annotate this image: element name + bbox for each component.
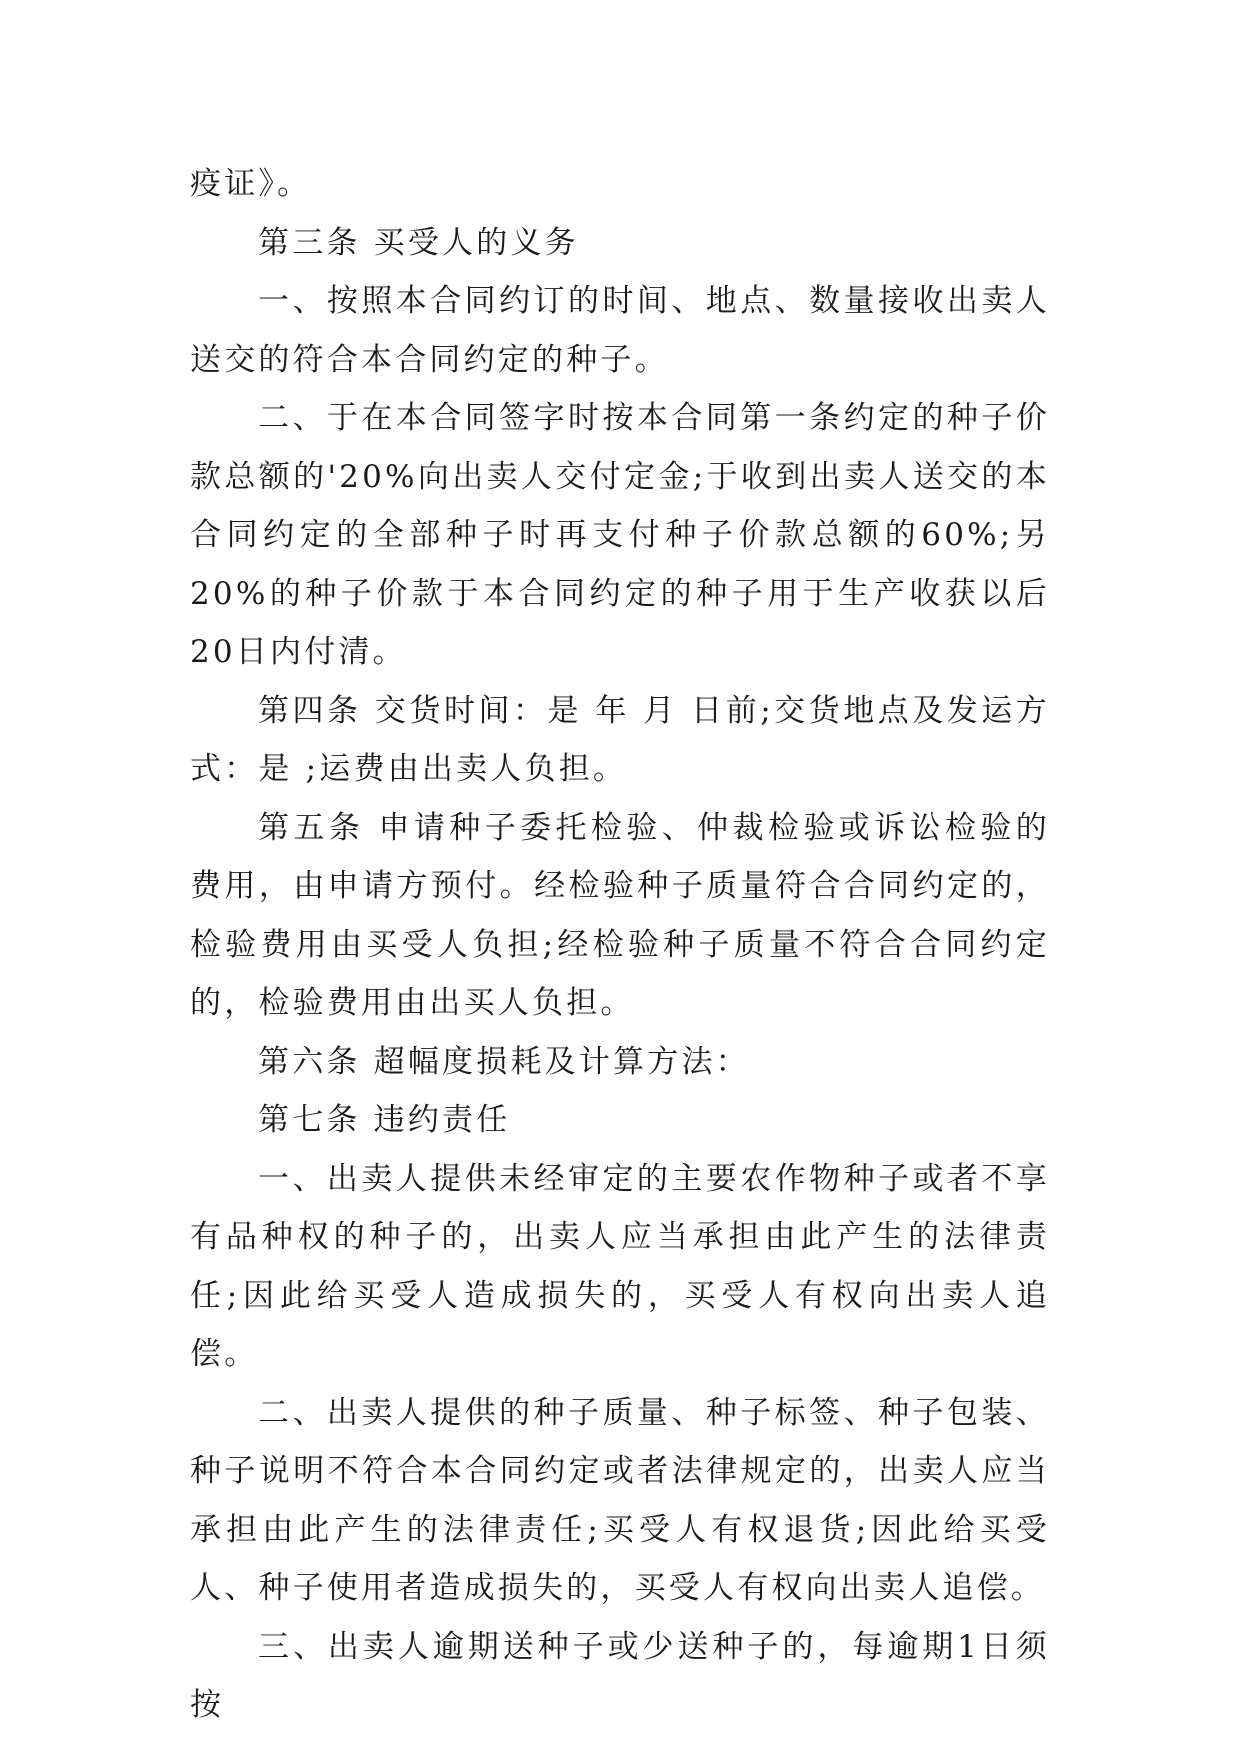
article-7-heading: 第七条 违约责任 xyxy=(258,1102,511,1138)
document-body xyxy=(190,155,1050,1735)
paragraph-continuation: 疫证》。 xyxy=(190,166,312,202)
article-5: 第五条 申请种子委托检验、仲裁检验或诉讼检验的费用，由申请方预付。经检验种子质量符合合同约定的，检验费用由买受人负担;经检验种子质量不符合合同约定的，检验费用由出买人负担。 xyxy=(190,809,1050,1021)
article-7-clause-3: 三、出卖人逾期送种子或少送种子的，每逾期1日须按 xyxy=(190,1628,1050,1723)
article-7-clause-1: 一、出卖人提供未经审定的主要农作物种子或者不享有品种权的种子的，出卖人应当承担由此产生的法律责任;因此给买受人造成损失的，买受人有权向出卖人追偿。 xyxy=(190,1160,1050,1372)
article-3-clause-1: 一、按照本合同约订的时间、地点、数量接收出卖人送交的符合本合同约定的种子。 xyxy=(190,283,1050,378)
article-3-heading: 第三条 买受人的义务 xyxy=(258,224,579,261)
article-7-clause-2: 二、出卖人提供的种子质量、种子标签、种子包装、种子说明不符合本合同约定或者法律规定的，出卖人应当承担由此产生的法律责任;买受人有权退货;因此给买受人、种子使用者造成损失的，买受人有权向出卖人追偿。 xyxy=(190,1394,1050,1606)
article-6: 第六条 超幅度损耗及计算方法： xyxy=(258,1043,750,1080)
article-3-clause-2: 二、于在本合同签字时按本合同第一条约定的种子价款总额的'20%向出卖人交付定金;于收到出卖人送交的本合同约定的全部种子时再支付种子价款总额的60%;另20%的种子价款于本合同约定的种子用于生产收获以后20日内付清。 xyxy=(190,400,1050,670)
article-4: 第四条 交货时间：是 年 月 日前;交货地点及发运方式：是 ;运费由出卖人负担。 xyxy=(190,692,1050,787)
